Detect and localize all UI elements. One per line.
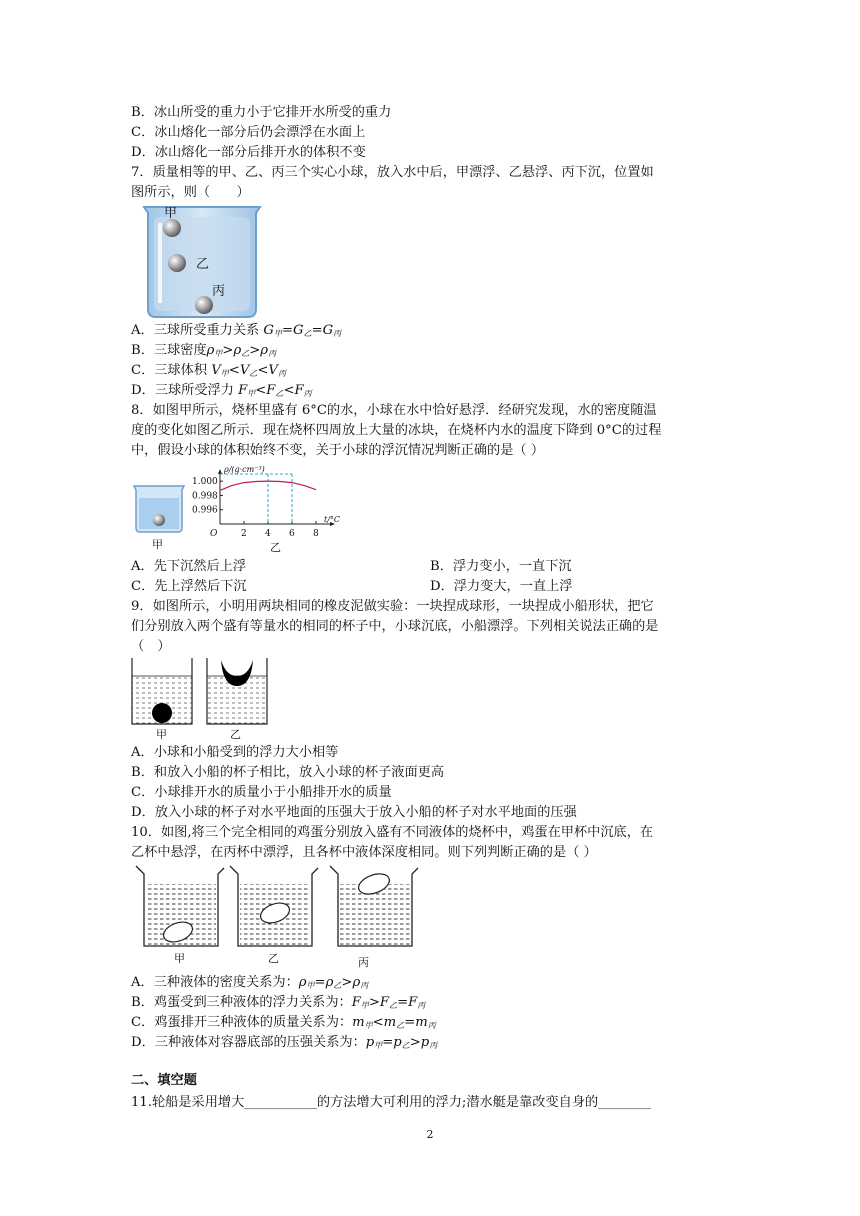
q8-option-b: B．浮力变小，一直下沉 bbox=[430, 559, 572, 574]
q10-option-a: A．三种液体的密度关系为：$\rho_甲=\rho_乙>\rho_丙$ bbox=[131, 975, 369, 990]
q8-stem-line-1: 8．如图甲所示，烧杯里盛有 6°C的水，小球在水中恰好悬浮．经研究发现，水的密度随温 bbox=[131, 403, 657, 418]
y-tick-label: 0.998 bbox=[192, 491, 218, 502]
q8-option-a: A．先下沉然后上浮 bbox=[131, 559, 247, 574]
x-tick-label: 8 bbox=[313, 529, 319, 539]
q7-option-d: D．三球所受浮力 $F_甲<F_乙<F_丙$ bbox=[131, 383, 312, 398]
q7-stem-line-2: 图所示，则（ ） bbox=[131, 185, 250, 200]
chart-origin: O bbox=[210, 529, 218, 539]
q9-stem-line-2: 们分别放入两个盛有等量水的相同的杯子中，小球沉底，小船漂浮。下列相关说法正确的是 bbox=[131, 619, 659, 634]
x-tick-label: 2 bbox=[241, 529, 247, 539]
q8-option-d: D．浮力变大，一直上浮 bbox=[430, 579, 573, 594]
q6-option-b: B．冰山所受的重力小于它排开水所受的重力 bbox=[131, 105, 392, 120]
q9-cups-figure bbox=[130, 656, 270, 742]
label-bing: 丙 bbox=[358, 956, 369, 969]
q9-option-a: A．小球和小船受到的浮力大小相等 bbox=[131, 745, 339, 760]
ball-jia bbox=[163, 219, 181, 237]
chart-ylabel: ρ/(g·cm⁻³) bbox=[224, 466, 265, 474]
cup-jia bbox=[132, 658, 192, 741]
label-jia: 甲 bbox=[152, 538, 163, 551]
q10-stem-line-2: 乙杯中悬浮，在丙杯中漂浮，且各杯中液体深度相同。则下列判断正确的是（ ） bbox=[131, 845, 597, 860]
chart-xlabel: t/°C bbox=[324, 515, 341, 524]
q6-option-c: C．冰山熔化一部分后仍会漂浮在水面上 bbox=[131, 125, 366, 140]
ball-yi bbox=[168, 254, 186, 272]
q10-option-c: C．鸡蛋排开三种液体的质量关系为：$m_甲<m_乙=m_丙$ bbox=[131, 1015, 436, 1030]
q8-beaker-figure bbox=[132, 482, 188, 552]
q7-stem-line-1: 7．质量相等的甲、乙、丙三个实心小球，放入水中后，甲漂浮、乙悬浮、丙下沉，位置如 bbox=[131, 165, 654, 180]
q7-option-b: B．三球密度$\rho_甲>\rho_乙>\rho_丙$ bbox=[131, 343, 277, 358]
q9-stem-line-1: 9．如图所示，小明用两块相同的橡皮泥做实验：一块捏成球形，一块捏成小船形状，把它 bbox=[131, 599, 654, 614]
x-tick-label: 6 bbox=[289, 529, 295, 539]
q7-option-a: A．三球所受重力关系 $G_甲=G_乙=G_丙$ bbox=[131, 323, 342, 338]
label-bing: 丙 bbox=[212, 284, 226, 299]
q8-option-c: C．先上浮然后下沉 bbox=[131, 579, 247, 594]
q9-option-d: D．放入小球的杯子对水平地面的压强大于放入小船的杯子对水平地面的压强 bbox=[131, 805, 577, 820]
density-chart bbox=[190, 466, 350, 556]
q7-option-c: C．三球体积 $V_甲<V_乙<V_丙$ bbox=[131, 363, 286, 378]
beaker-yi bbox=[230, 866, 318, 965]
label-yi: 乙 bbox=[270, 541, 281, 554]
label-yi: 乙 bbox=[268, 952, 279, 965]
q9-stem-line-3: （ ） bbox=[131, 639, 171, 654]
q10-option-d: D．三种液体对容器底部的压强关系为：$p_甲=p_乙>p_丙$ bbox=[131, 1035, 438, 1050]
cup-yi bbox=[207, 658, 267, 741]
x-tick-label: 4 bbox=[265, 529, 271, 539]
q10-beakers-figure bbox=[130, 862, 420, 972]
q8-stem-line-3: 中，假设小球的体积始终不变，关于小球的浮沉情况判断正确的是（ ） bbox=[131, 443, 545, 458]
y-tick-label: 1.000 bbox=[192, 477, 218, 488]
label-jia: 甲 bbox=[156, 728, 167, 741]
q9-option-c: C．小球排开水的质量小于小船排开水的质量 bbox=[131, 785, 392, 800]
beaker-jia bbox=[136, 866, 224, 965]
section-title-fill-blank: 二、填空题 bbox=[131, 1073, 197, 1088]
label-jia: 甲 bbox=[174, 952, 185, 965]
ball-bing bbox=[195, 296, 213, 314]
q6-option-d: D．冰山熔化一部分后排开水的体积不变 bbox=[131, 145, 366, 160]
page-number: 2 bbox=[426, 1128, 434, 1141]
y-tick-label: 0.996 bbox=[192, 505, 218, 516]
label-yi: 乙 bbox=[196, 257, 210, 272]
q8-stem-line-2: 度的变化如图乙所示．现在烧杯四周放上大量的冰块，在烧杯内水的温度下降到 0°C的过程 bbox=[131, 423, 662, 438]
q10-option-b: B．鸡蛋受到三种液体的浮力关系为：$F_甲>F_乙=F_丙$ bbox=[131, 995, 426, 1010]
label-jia: 甲 bbox=[164, 206, 178, 221]
q7-beaker-figure bbox=[140, 203, 266, 321]
q10-stem-line-1: 10．如图,将三个完全相同的鸡蛋分别放入盛有不同液体的烧杯中，鸡蛋在甲杯中沉底，在 bbox=[131, 825, 654, 840]
q11-stem-line-1: 11.轮船是采用增大___________的方法增大可利用的浮力;潜水艇是靠改变自身的________ bbox=[131, 1095, 651, 1110]
label-yi: 乙 bbox=[230, 728, 241, 741]
q9-option-b: B．和放入小船的杯子相比，放入小球的杯子液面更高 bbox=[131, 765, 445, 780]
beaker-bing bbox=[330, 866, 418, 969]
